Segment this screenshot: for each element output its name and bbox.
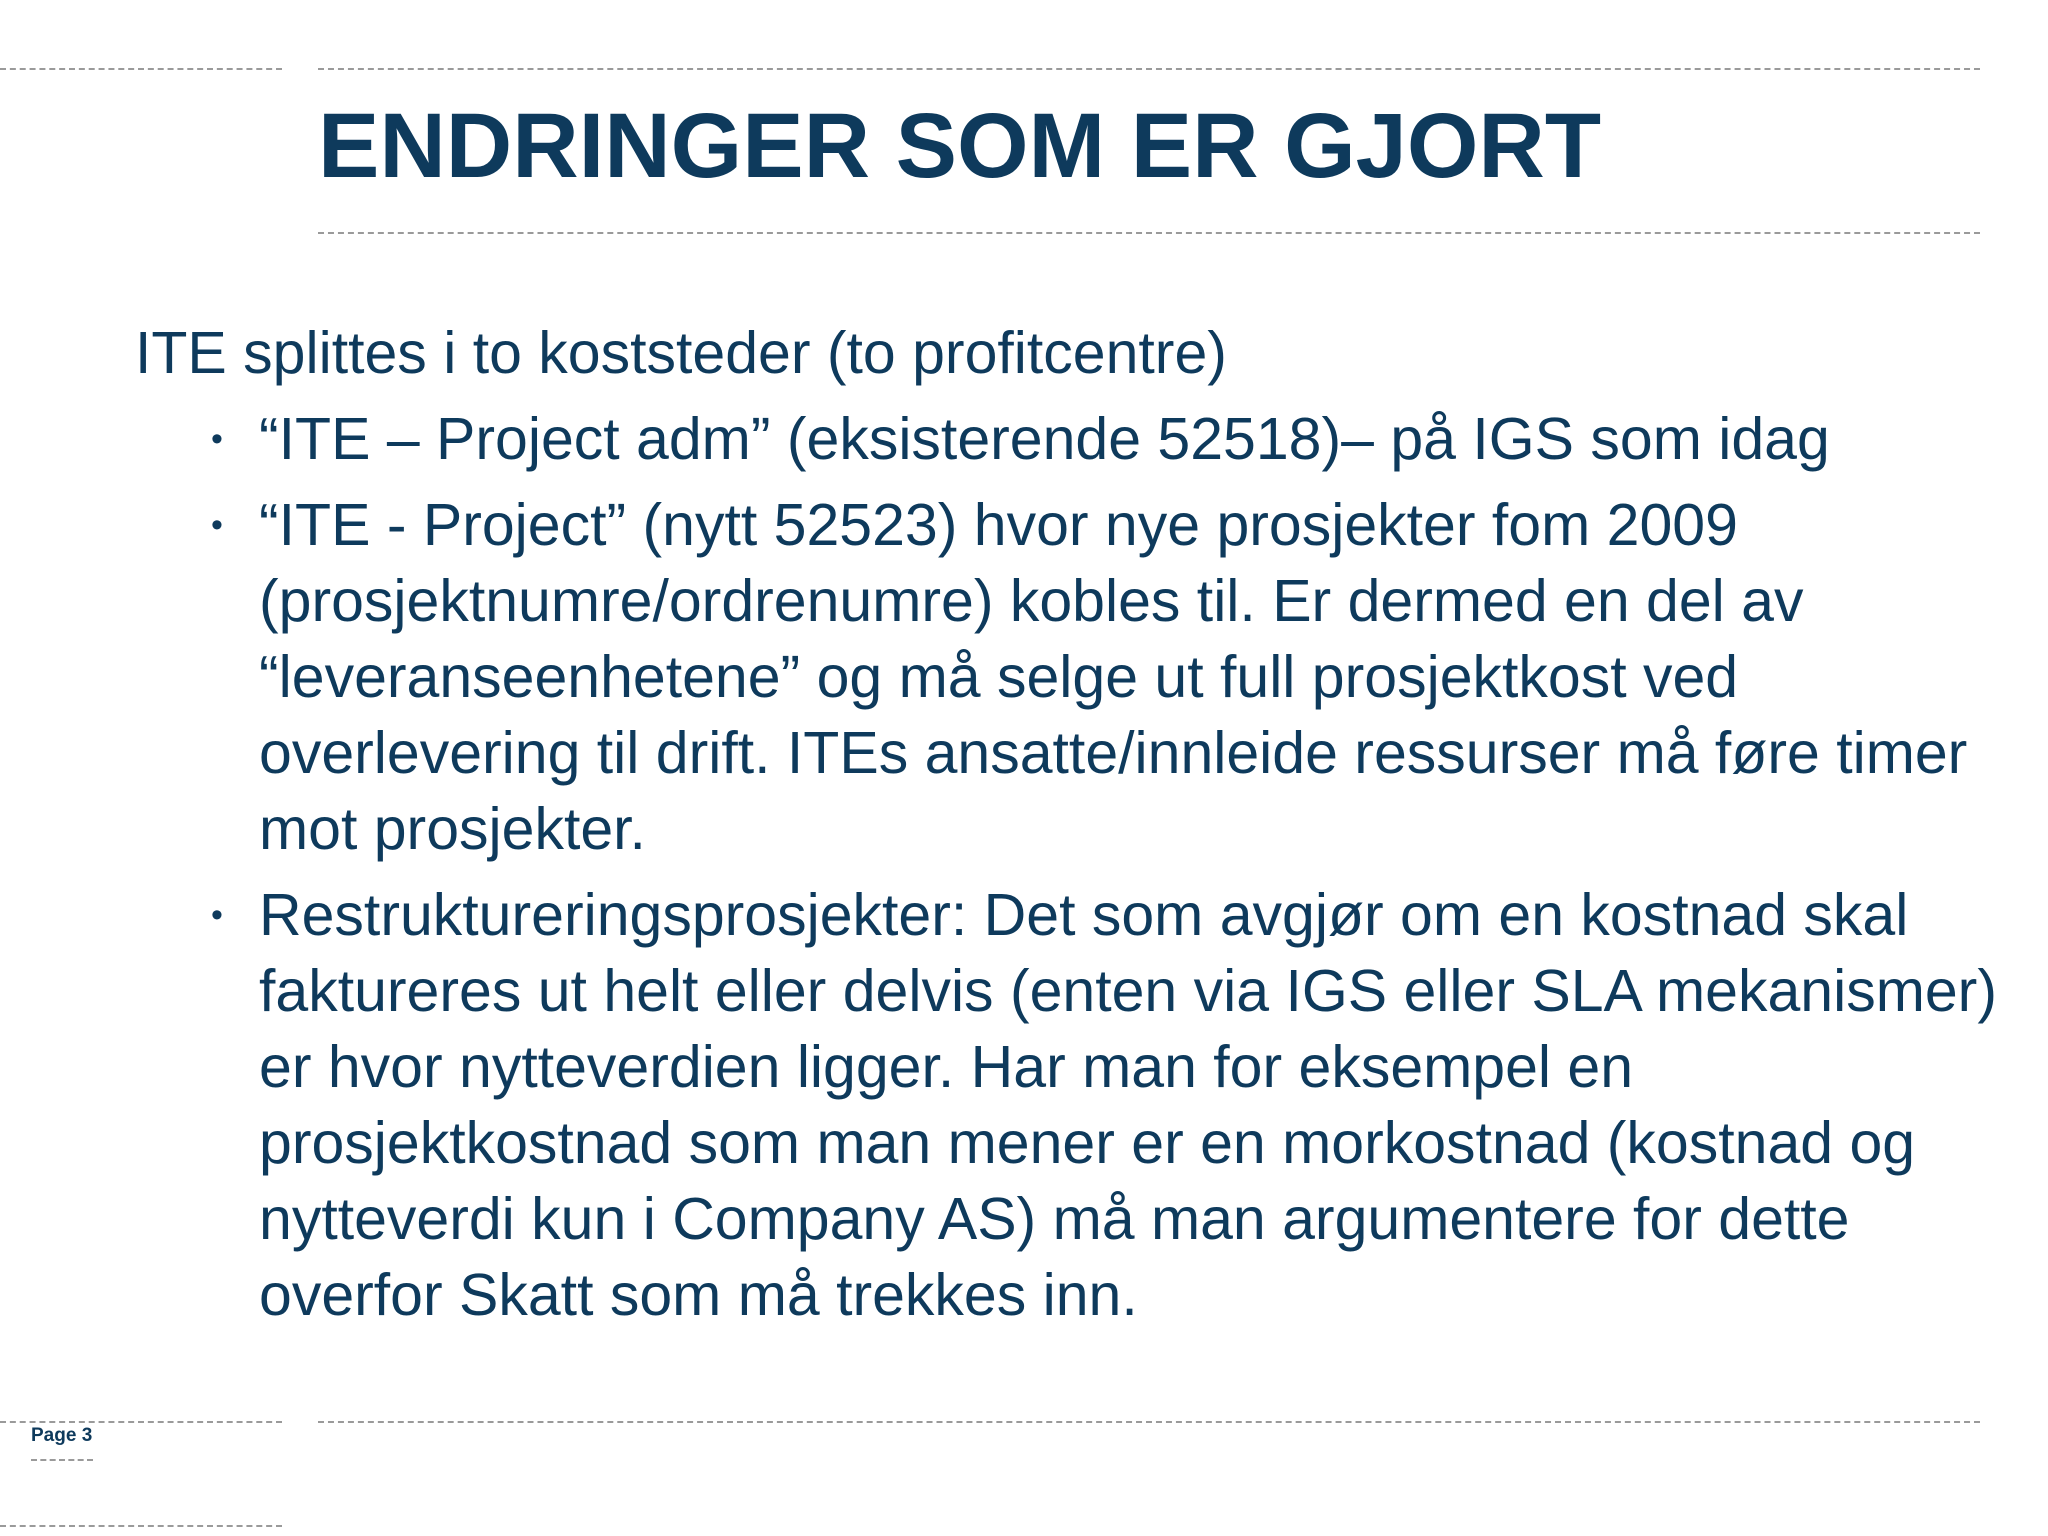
bottom-right-divider [318,1421,1980,1423]
bullet-item [135,401,2005,477]
slide-title: ENDRINGER SOM ER GJORT [318,95,1602,197]
bullet-item [135,877,2005,1333]
page-label-underline [31,1459,93,1461]
bullet-text: “ITE – Project adm” (eksisterende 52518)– på IGS som idag [259,406,1830,472]
page-number-label: Page 3 [31,1425,93,1446]
bullet-text: “ITE - Project” (nytt 52523) hvor nye prosjekter fom 2009 (prosjektnumre/ordrenumre) kobles til. Er dermed en del av “leveranseenhetene” og må selge ut full prosjektkost ved overlevering til drift. ITEs ansatte/innleide ressurser må føre timer mot prosjekter. [259,492,1968,862]
bullet-glyph: • [211,506,223,544]
bottom-left-divider [0,1421,282,1423]
top-left-divider [0,68,282,70]
lead-text: ITE splittes i to koststeder (to profitcentre) [135,320,1227,386]
bullet-text: Restruktureringsprosjekter: Det som avgjør om en kostnad skal faktureres ut helt eller delvis (enten via IGS eller SLA mekanismer) er hvor nytteverdien ligger. Har man for eksempel en prosjektkostnad som man mener er en morkostnad (kostnad og nytteverdi kun i Company AS) må man argumentere for dette overfor Skatt som må trekkes inn. [259,882,1997,1328]
bottom-edge-divider [0,1525,282,1527]
bullet-glyph: • [211,896,223,934]
bullet-item [135,487,2005,867]
title-underline-divider [318,232,1980,234]
bullet-glyph: • [211,420,223,458]
bullet-list [135,401,2005,1333]
slide-body [135,315,2005,1343]
top-right-divider [318,68,1980,70]
